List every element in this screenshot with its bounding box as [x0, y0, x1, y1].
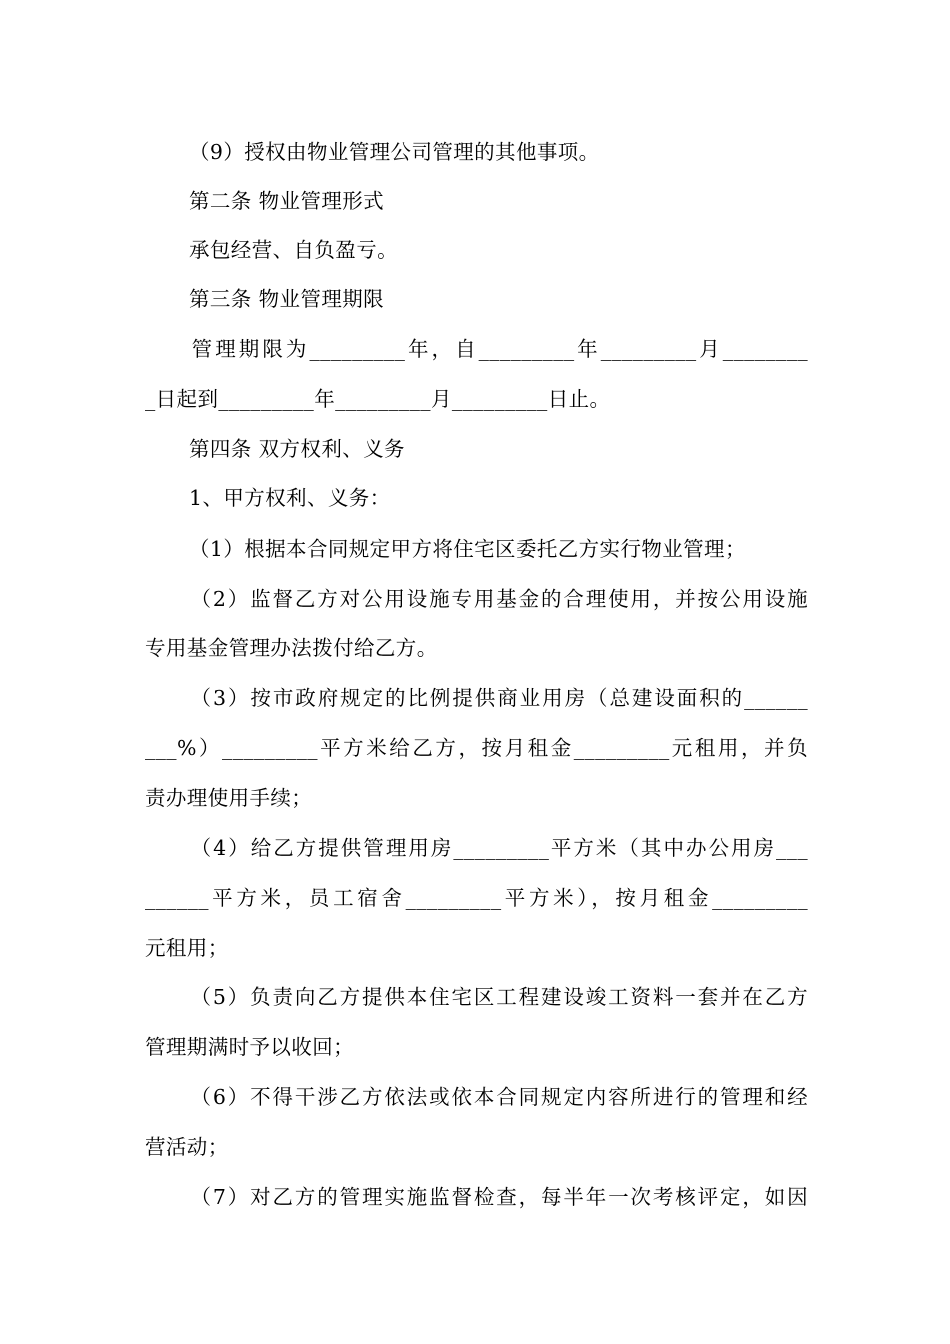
paragraph-line	[145, 1127, 808, 1167]
line-text: （7）对乙方的管理实施监督检查，每半年一次考核评定，如因	[189, 1185, 808, 1209]
paragraph-line	[145, 529, 808, 569]
line-text: 营活动；	[145, 1135, 229, 1159]
paragraph-line	[145, 728, 808, 768]
paragraph-line	[145, 828, 808, 868]
section-heading	[145, 181, 808, 221]
paragraph-line	[145, 1077, 808, 1117]
subsection-heading	[145, 478, 808, 518]
line-text: （1）根据本合同规定甲方将住宅区委托乙方实行物业管理；	[189, 537, 746, 561]
line-text: （6）不得干涉乙方依法或依本合同规定内容所进行的管理和经	[189, 1085, 808, 1109]
line-text: 管理期满时予以收回；	[145, 1035, 354, 1059]
paragraph-line	[145, 230, 808, 270]
line-text: ___%）_________平方米给乙方，按月租金_________元租用，并负	[145, 736, 808, 760]
paragraph-line	[145, 878, 808, 918]
line-text: 第三条 物业管理期限	[189, 287, 385, 311]
paragraph-line	[145, 977, 808, 1017]
line-text: （9）授权由物业管理公司管理的其他事项。	[189, 140, 600, 164]
paragraph-line	[145, 132, 808, 172]
line-text: ______平方米，员工宿舍_________平方米），按月租金_________	[145, 886, 808, 910]
paragraph-line	[145, 778, 808, 818]
paragraph-line	[145, 379, 808, 419]
paragraph-line	[145, 1177, 808, 1217]
line-text: （4）给乙方提供管理用房_________平方米（其中办公用房___	[189, 836, 808, 860]
line-text: 第四条 双方权利、义务	[189, 437, 405, 461]
paragraph-line	[145, 579, 808, 619]
paragraph-line	[145, 928, 808, 968]
line-text: （5）负责向乙方提供本住宅区工程建设竣工资料一套并在乙方	[189, 985, 808, 1009]
paragraph-line	[145, 678, 808, 718]
line-text: 1、甲方权利、义务：	[189, 486, 391, 510]
line-text: （2）监督乙方对公用设施专用基金的合理使用，并按公用设施	[189, 587, 808, 611]
paragraph-line	[145, 1027, 808, 1067]
line-text: _日起到_________年_________月_________日止。	[145, 387, 611, 411]
line-text: 第二条 物业管理形式	[189, 189, 385, 213]
paragraph-line	[145, 329, 808, 369]
line-text: 承包经营、自负盈亏。	[189, 238, 398, 262]
line-text: 元租用；	[145, 936, 229, 960]
paragraph-line	[145, 628, 808, 668]
line-text: 责办理使用手续；	[145, 786, 313, 810]
section-heading	[145, 429, 808, 469]
line-text: 管理期限为_________年，自_________年_________月________	[189, 337, 808, 361]
section-heading	[145, 279, 808, 319]
line-text: （3）按市政府规定的比例提供商业用房（总建设面积的______	[189, 686, 808, 710]
line-text: 专用基金管理办法拨付给乙方。	[145, 636, 438, 660]
